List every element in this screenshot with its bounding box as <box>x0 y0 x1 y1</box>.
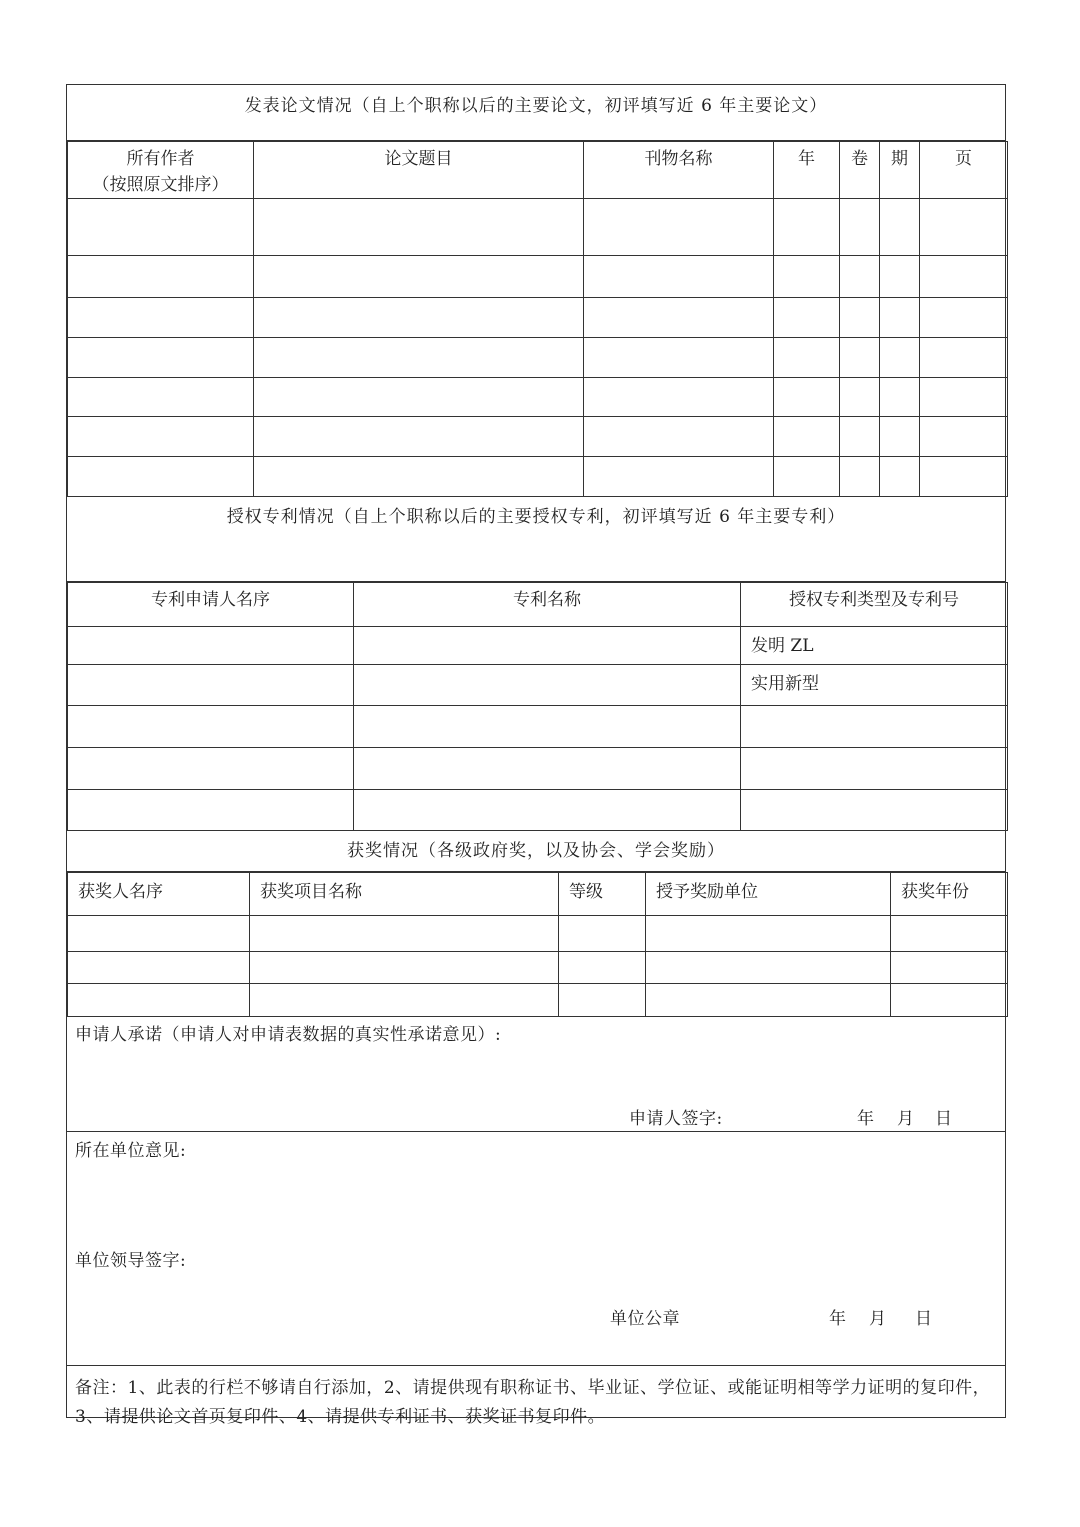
unit-seal-label: 单位公章 <box>610 1309 680 1329</box>
patents-title-block <box>67 496 1005 582</box>
cell[interactable] <box>920 457 1008 497</box>
papers-header-row <box>68 142 1008 199</box>
cell[interactable] <box>891 984 1008 1017</box>
table-row <box>68 952 1008 984</box>
awards-header-winner: 获奖人名序 <box>68 873 250 916</box>
cell[interactable] <box>840 338 880 378</box>
table-row <box>68 706 1008 748</box>
cell[interactable] <box>250 952 559 984</box>
cell[interactable] <box>584 199 774 256</box>
cell[interactable] <box>559 952 646 984</box>
cell[interactable] <box>840 256 880 298</box>
table-row <box>68 790 1008 831</box>
applicant-signature-label[interactable]: 申请人签字: <box>629 1109 723 1129</box>
cell[interactable] <box>646 916 891 952</box>
cell[interactable] <box>584 298 774 338</box>
cell[interactable] <box>880 457 920 497</box>
table-row <box>68 627 1008 665</box>
papers-header-authors <box>68 142 254 199</box>
patent-type-cell[interactable] <box>741 748 1008 790</box>
cell[interactable] <box>68 952 250 984</box>
patent-type-utility[interactable]: 实用新型 <box>741 665 1008 706</box>
patent-type-invention[interactable]: 发明 ZL <box>741 627 1008 665</box>
authors-sublabel: （按照原文排序） <box>92 175 229 195</box>
awards-table <box>67 872 1008 1017</box>
cell[interactable] <box>354 665 741 706</box>
remarks-block <box>67 1366 1005 1427</box>
table-row <box>68 417 1008 457</box>
table-row <box>68 298 1008 338</box>
table-row <box>68 256 1008 298</box>
table-row <box>68 457 1008 497</box>
cell[interactable] <box>920 378 1008 417</box>
cell[interactable] <box>880 256 920 298</box>
unit-opinion-label: 所在单位意见: <box>75 1141 187 1161</box>
papers-table <box>67 141 1008 497</box>
patents-header-applicant: 专利申请人名序 <box>68 583 354 627</box>
cell[interactable] <box>840 378 880 417</box>
cell[interactable] <box>880 298 920 338</box>
patents-header-row <box>68 583 1008 627</box>
cell[interactable] <box>354 748 741 790</box>
cell[interactable] <box>774 338 840 378</box>
cell[interactable] <box>880 338 920 378</box>
cell[interactable] <box>584 417 774 457</box>
patents-header-type: 授权专利类型及专利号 <box>741 583 1008 627</box>
cell[interactable] <box>774 298 840 338</box>
papers-section-title: 发表论文情况（自上个职称以后的主要论文，初评填写近 6 年主要论文） <box>244 96 828 116</box>
cell[interactable] <box>354 706 741 748</box>
cell[interactable] <box>68 338 254 378</box>
pledge-month-label: 月 <box>897 1109 915 1129</box>
pledge-year-label: 年 <box>857 1109 875 1129</box>
cell[interactable] <box>584 338 774 378</box>
cell[interactable] <box>68 916 250 952</box>
pledge-label: 申请人承诺（申请人对申请表数据的真实性承诺意见）: <box>75 1025 502 1045</box>
patent-type-cell[interactable] <box>741 706 1008 748</box>
leader-signature-label[interactable]: 单位领导签字: <box>75 1251 187 1271</box>
papers-header-year: 年 <box>774 142 840 199</box>
patents-section-title: 授权专利情况（自上个职称以后的主要授权专利，初评填写近 6 年主要专利） <box>226 507 846 527</box>
cell[interactable] <box>254 457 584 497</box>
papers-header-issue: 期 <box>880 142 920 199</box>
awards-section-title: 获奖情况（各级政府奖，以及协会、学会奖励） <box>347 841 725 861</box>
application-form-sheet <box>66 84 1006 1427</box>
table-row <box>68 378 1008 417</box>
cell[interactable] <box>559 916 646 952</box>
cell[interactable] <box>880 378 920 417</box>
cell[interactable] <box>840 457 880 497</box>
cell[interactable] <box>68 417 254 457</box>
unit-opinion-block <box>67 1132 1005 1366</box>
cell[interactable] <box>880 417 920 457</box>
cell[interactable] <box>354 627 741 665</box>
remarks-text: 备注：1、此表的行栏不够请自行添加，2、请提供现有职称证书、毕业证、学位证、或能证明相等学力证明的复印件，3、请提供论文首页复印件、4、请提供专利证书、获奖证书复印件。 <box>75 1378 991 1427</box>
cell[interactable] <box>250 916 559 952</box>
cell[interactable] <box>68 298 254 338</box>
awards-header-row <box>68 873 1008 916</box>
cell[interactable] <box>254 298 584 338</box>
cell[interactable] <box>920 298 1008 338</box>
cell[interactable] <box>250 984 559 1017</box>
cell[interactable] <box>354 790 741 831</box>
cell[interactable] <box>920 338 1008 378</box>
cell[interactable] <box>584 457 774 497</box>
table-row <box>68 916 1008 952</box>
cell[interactable] <box>254 338 584 378</box>
table-row <box>68 199 1008 256</box>
unit-month-label: 月 <box>869 1309 887 1329</box>
cell[interactable] <box>254 199 584 256</box>
table-row <box>68 748 1008 790</box>
cell[interactable] <box>891 916 1008 952</box>
patent-type-cell[interactable] <box>741 790 1008 831</box>
cell[interactable] <box>68 457 254 497</box>
cell[interactable] <box>68 378 254 417</box>
cell[interactable] <box>584 256 774 298</box>
cell[interactable] <box>68 627 354 665</box>
cell[interactable] <box>880 199 920 256</box>
cell[interactable] <box>584 378 774 417</box>
cell[interactable] <box>254 417 584 457</box>
patents-header-name: 专利名称 <box>354 583 741 627</box>
cell[interactable] <box>774 199 840 256</box>
cell[interactable] <box>920 199 1008 256</box>
cell[interactable] <box>774 378 840 417</box>
cell[interactable] <box>774 256 840 298</box>
cell[interactable] <box>646 952 891 984</box>
cell[interactable] <box>68 984 250 1017</box>
papers-header-pages: 页 <box>920 142 1008 199</box>
cell[interactable] <box>68 199 254 256</box>
table-row <box>68 338 1008 378</box>
awards-header-year: 获奖年份 <box>891 873 1008 916</box>
cell[interactable] <box>68 748 354 790</box>
cell[interactable] <box>68 256 254 298</box>
cell[interactable] <box>774 417 840 457</box>
cell[interactable] <box>840 417 880 457</box>
authors-label: 所有作者 <box>126 149 195 169</box>
cell[interactable] <box>646 984 891 1017</box>
cell[interactable] <box>891 952 1008 984</box>
table-row <box>68 665 1008 706</box>
pledge-block <box>67 1016 1005 1132</box>
cell[interactable] <box>920 256 1008 298</box>
cell[interactable] <box>68 665 354 706</box>
papers-header-title: 论文题目 <box>254 142 584 199</box>
cell[interactable] <box>559 984 646 1017</box>
cell[interactable] <box>920 417 1008 457</box>
cell[interactable] <box>840 199 880 256</box>
patents-table <box>67 582 1008 831</box>
awards-header-grade: 等级 <box>559 873 646 916</box>
unit-day-label: 日 <box>915 1309 933 1329</box>
awards-title-block <box>67 830 1005 872</box>
table-row <box>68 984 1008 1017</box>
cell[interactable] <box>254 256 584 298</box>
cell[interactable] <box>68 790 354 831</box>
cell[interactable] <box>254 378 584 417</box>
awards-header-issuer: 授予奖励单位 <box>646 873 891 916</box>
papers-title-block <box>67 85 1005 141</box>
pledge-day-label: 日 <box>935 1109 953 1129</box>
cell[interactable] <box>774 457 840 497</box>
papers-header-journal: 刊物名称 <box>584 142 774 199</box>
unit-year-label: 年 <box>829 1309 847 1329</box>
papers-header-volume: 卷 <box>840 142 880 199</box>
cell[interactable] <box>840 298 880 338</box>
cell[interactable] <box>68 706 354 748</box>
awards-header-project: 获奖项目名称 <box>250 873 559 916</box>
